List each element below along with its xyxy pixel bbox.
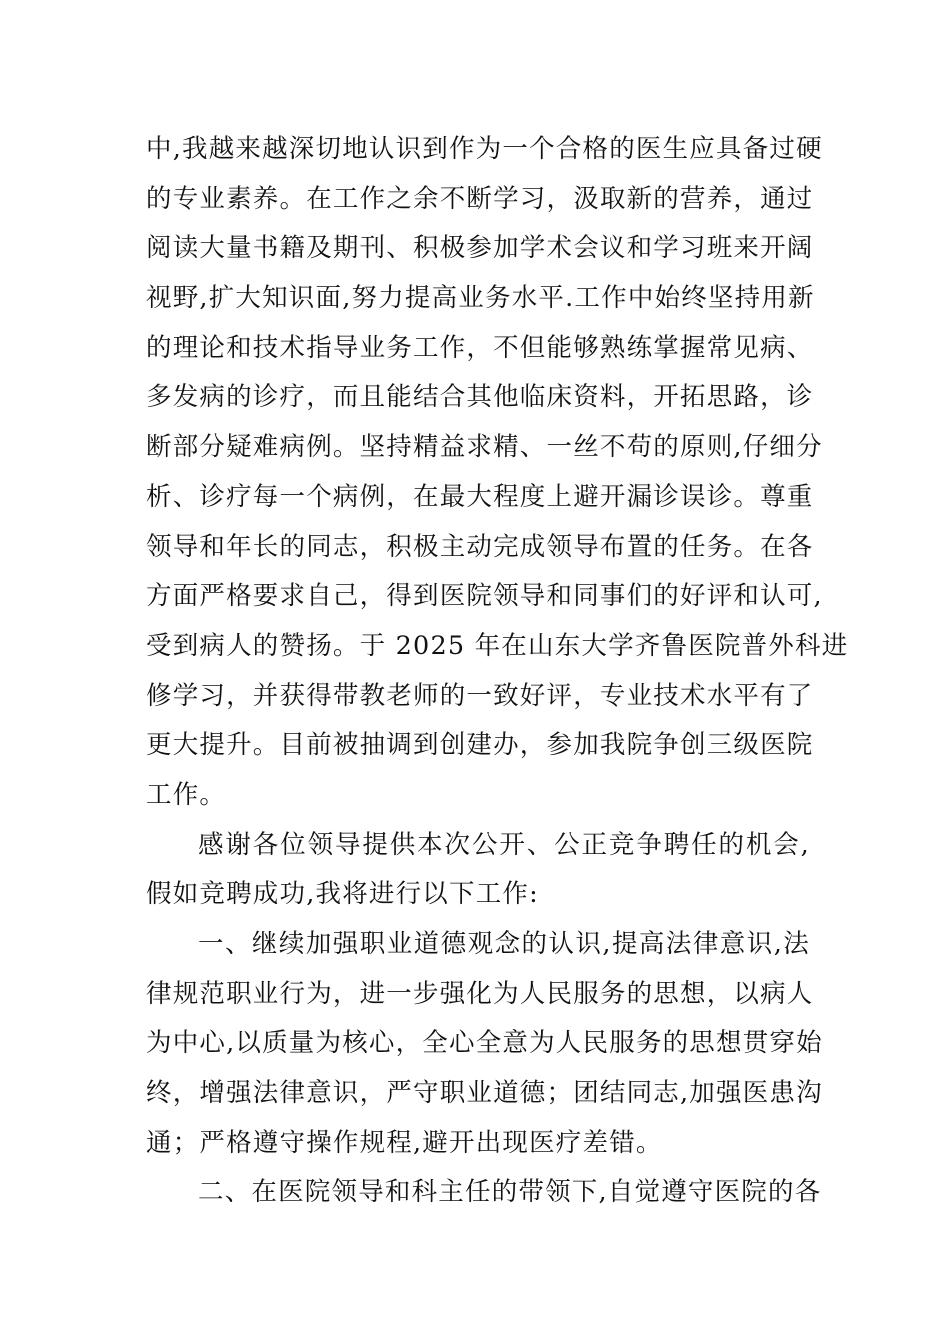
text-line: 通；严格遵守操作规程,避开出现医疗差错。 bbox=[146, 1127, 663, 1158]
text-line: 的理论和技术指导业务工作，不但能够熟练掌握常见病、 bbox=[146, 332, 814, 363]
text-line: 方面严格要求自己，得到医院领导和同事们的好评和认可, bbox=[146, 581, 823, 612]
text-line: 中,我越来越深切地认识到作为一个合格的医生应具备过硬 bbox=[146, 134, 823, 164]
text-line: 阅读大量书籍及期刊、积极参加学术会议和学习班来开阔 bbox=[146, 233, 814, 264]
text-line: 一、继续加强职业道德观念的认识,提高法律意识,法 bbox=[198, 929, 810, 959]
text-line: 的专业素养。在工作之余不断学习，汲取新的营养，通过 bbox=[146, 183, 814, 214]
text-line: 终，增强法律意识，严守职业道德；团结同志,加强医患沟 bbox=[146, 1078, 823, 1109]
text-line: 二、在医院领导和科主任的带领下,自觉遵守医院的各 bbox=[198, 1177, 822, 1208]
text-line: 领导和年长的同志，积极主动完成领导布置的任务。在各 bbox=[146, 531, 814, 562]
text-line: 为中心,以质量为核心，全心全意为人民服务的思想贯穿始 bbox=[146, 1028, 823, 1059]
text-line: 感谢各位领导提供本次公开、公正竞争聘任的机会, bbox=[198, 829, 810, 860]
text-line: 断部分疑难病例。坚持精益求精、一丝不苟的原则,仔细分 bbox=[146, 432, 823, 463]
text-line: 多发病的诊疗，而且能结合其他临床资料，开拓思路，诊 bbox=[146, 382, 814, 413]
text-line: 视野,扩大知识面,努力提高业务水平.工作中始终坚持用新 bbox=[146, 283, 815, 314]
text-line: 析、诊疗每一个病例，在最大程度上避开漏诊误诊。尊重 bbox=[146, 481, 814, 512]
text-line: 修学习，并获得带教老师的一致好评，专业技术水平有了 bbox=[146, 680, 814, 711]
text-line: 假如竞聘成功,我将进行以下工作: bbox=[146, 879, 539, 910]
document-body bbox=[146, 125, 849, 1218]
text-line: 工作。 bbox=[146, 779, 227, 810]
text-line: 受到病人的赞扬。于 2025 年在山东大学齐鲁医院普外科进 bbox=[146, 630, 849, 661]
text-line: 律规范职业行为，进一步强化为人民服务的思想，以病人 bbox=[146, 978, 814, 1009]
text-line: 更大提升。目前被抽调到创建办，参加我院争创三级医院 bbox=[146, 730, 814, 761]
